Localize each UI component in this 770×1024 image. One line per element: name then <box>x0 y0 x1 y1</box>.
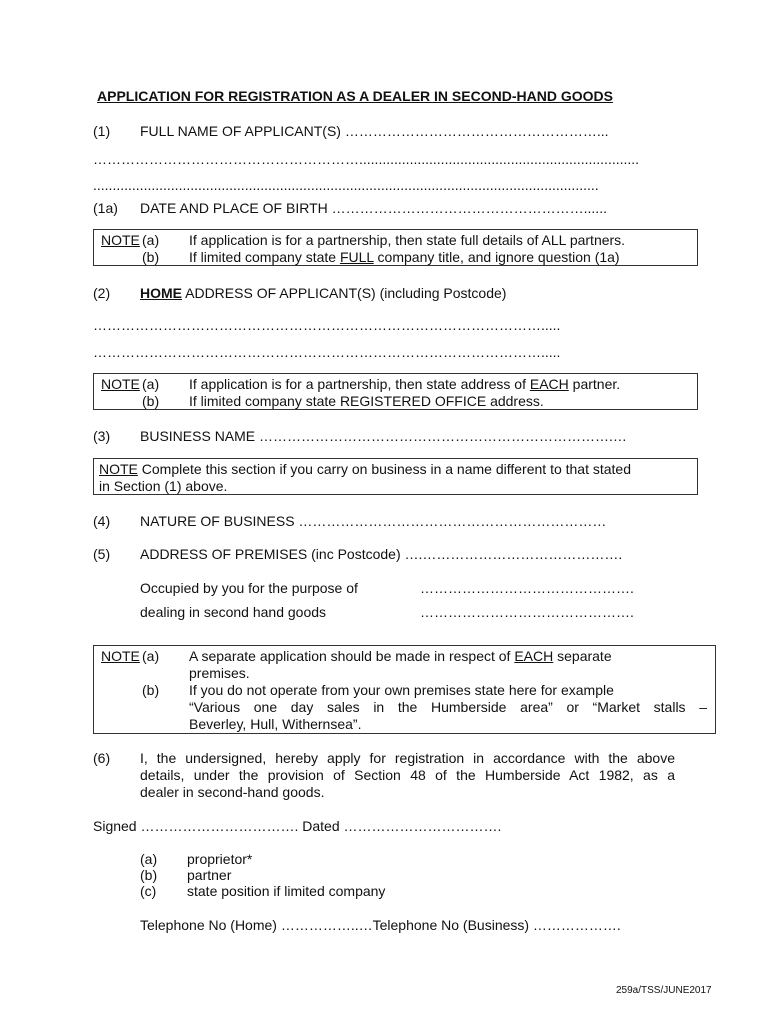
role-text-c: state position if limited company <box>187 883 386 899</box>
q4-number: (4) <box>93 513 111 529</box>
role-text-a: proprietor* <box>187 851 253 867</box>
note-text-b-post: company title, and ignore question (1a) <box>373 249 620 265</box>
role-text-b: partner <box>187 867 232 883</box>
signed-dated-line: Signed ……………………………. Dated ……………………………. <box>93 818 502 834</box>
note-sub-a: (a) <box>142 376 160 392</box>
note-sub-b: (b) <box>142 682 160 698</box>
q5-occupied-line: ………………………………………. <box>420 580 634 596</box>
role-sub-c: (c) <box>140 883 157 899</box>
note-line-2: in Section (1) above. <box>99 478 228 494</box>
note-text-a-post: separate <box>553 648 612 664</box>
note-label: NOTE <box>99 461 138 477</box>
q3-business-name-label: BUSINESS NAME ………………………………………………………………….… <box>140 428 627 444</box>
note-line-1 <box>99 461 631 478</box>
note-text-a-2: premises. <box>189 665 250 681</box>
q2-number: (2) <box>93 285 111 301</box>
q1-full-name-label: FULL NAME OF APPLICANT(S) ………………………………………………... <box>140 123 609 139</box>
q5-occupied-label: Occupied by you for the purpose of <box>140 580 358 596</box>
note-text-b-emph: FULL <box>339 249 374 265</box>
q1-number: (1) <box>93 123 111 139</box>
note-text-a-emph: EACH <box>514 648 554 664</box>
q1a-birth-label: DATE AND PLACE OF BIRTH ………………………………………………...... <box>140 200 607 216</box>
note-box-2 <box>93 373 698 410</box>
note-text-a-pre: A separate application should be made in respect of <box>189 648 515 664</box>
note-box-4 <box>93 645 716 734</box>
q6-declaration-line-2: details, under the provision of Section 48 of the Humberside Act 1982, as a <box>140 767 675 783</box>
q1a-number: (1a) <box>93 200 118 216</box>
note-label: NOTE <box>101 376 140 392</box>
q2-answer-line-2: ……………………………………………………………………………………..... <box>93 344 561 360</box>
note-text-a-1 <box>189 648 612 665</box>
telephone-line: Telephone No (Home) ……………..…Telephone No (Business) ………………. <box>140 917 621 933</box>
note-sub-a: (a) <box>142 648 160 664</box>
note-text-b-pre: If limited company state <box>189 249 340 265</box>
q5-dealing-line: ………………………………………. <box>420 604 634 620</box>
q5-dealing-label: dealing in second hand goods <box>140 604 327 620</box>
note-box-1 <box>93 229 698 266</box>
q6-declaration-line-1: I, the undersigned, hereby apply for registration in accordance with the above <box>140 750 675 766</box>
role-sub-b: (b) <box>140 867 158 883</box>
note-text-a-emph: EACH <box>529 376 569 392</box>
note-text-b-2: “Various one day sales in the Humberside area” or “Market stalls – <box>189 699 707 715</box>
note-text-a <box>189 376 620 393</box>
q6-number: (6) <box>93 750 111 766</box>
note-text-b: If limited company state REGISTERED OFFICE address. <box>189 393 544 409</box>
q2-answer-line-1: ……………………………………………………………………………………..... <box>93 317 561 333</box>
q2-label-rest: ADDRESS OF APPLICANT(S) (including Postcode) <box>182 285 507 301</box>
note-label: NOTE <box>101 232 140 248</box>
note-box-3 <box>93 458 698 495</box>
note-sub-a: (a) <box>142 232 160 248</box>
note-text-b-1: If you do not operate from your own premises state here for example <box>189 682 614 698</box>
q3-number: (3) <box>93 428 111 444</box>
note-text-a-post: partner. <box>568 376 621 392</box>
note-text-b-3: Beverley, Hull, Withernsea”. <box>189 716 362 732</box>
note-text-a: If application is for a partnership, then state full details of ALL partners. <box>189 232 626 248</box>
form-reference-code: 259a/TSS/JUNE2017 <box>616 985 712 996</box>
q1-answer-line-2: …………………………………………………........................................................................ <box>93 151 640 167</box>
q4-nature-label: NATURE OF BUSINESS ………………………………………………………… <box>140 513 607 529</box>
q6-declaration-line-3: dealer in second-hand goods. <box>140 784 325 800</box>
q5-premises-label: ADDRESS OF PREMISES (inc Postcode) ….……………………………………. <box>140 546 623 562</box>
q1-answer-line-3: .................................................................................................................................. <box>93 177 599 193</box>
role-sub-a: (a) <box>140 851 158 867</box>
q2-home-address-label <box>140 285 506 302</box>
note-text-1: Complete this section if you carry on business in a name different to that stated <box>137 461 632 477</box>
note-sub-b: (b) <box>142 249 160 265</box>
note-sub-b: (b) <box>142 393 160 409</box>
q2-home-emph: HOME <box>140 285 182 301</box>
note-text-b <box>189 249 620 266</box>
page-title: APPLICATION FOR REGISTRATION AS A DEALER IN SECOND-HAND GOODS <box>97 88 613 104</box>
note-text-a-pre: If application is for a partnership, then state address of <box>189 376 530 392</box>
q5-number: (5) <box>93 546 111 562</box>
note-label: NOTE <box>101 648 140 664</box>
